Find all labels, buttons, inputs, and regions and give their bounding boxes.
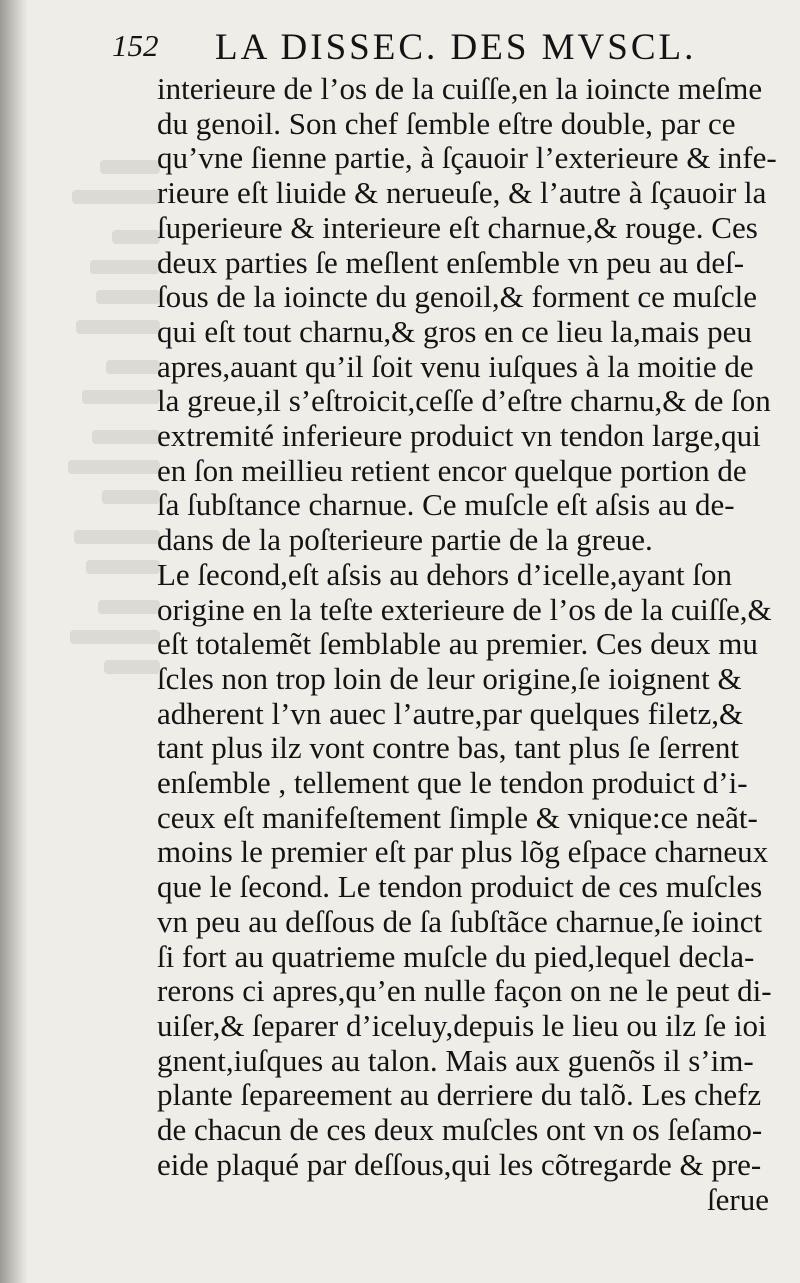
text-line: uiſer,& ſeparer d’iceluy,depuis le lieu ou ilz ſe ioi xyxy=(157,1007,767,1043)
text-line: dans de la poſterieure partie de la greue. xyxy=(157,522,653,558)
text-line: eſt totalemẽt ſemblable au premier. Ces deux mu xyxy=(157,626,758,662)
running-title: LA DISSEC. DES MVSCL. xyxy=(215,27,697,68)
text-line: qu’vne ſienne partie, à ſçauoir l’exterieure & infe- xyxy=(157,140,777,176)
text-line: ſi fort au quatrieme muſcle du pied,lequel decla- xyxy=(157,938,755,974)
text-line: rerons ci apres,qu’en nulle façon on ne le peut di- xyxy=(157,973,772,1009)
page-number: 152 xyxy=(112,28,159,63)
text-line: de chacun de ces deux muſcles ont vn os ſeſamo- xyxy=(157,1112,763,1148)
text-line: Le ſecond,eſt aſsis au dehors d’icelle,ayant ſon xyxy=(157,556,733,592)
text-line: ſcles non trop loin de leur origine,ſe ioignent & xyxy=(157,660,742,696)
body-text xyxy=(157,72,777,1217)
text-line: plante ſepareement au derriere du talõ. Les chefz xyxy=(157,1077,762,1113)
text-line: enſemble , tellement que le tendon produict d’i- xyxy=(157,765,748,801)
catchword: ſerue xyxy=(707,1181,769,1217)
text-line: qui eſt tout charnu,& gros en ce lieu la,mais peu xyxy=(157,313,752,349)
text-line: adherent l’vn auec l’autre,par quelques filetz,& xyxy=(157,695,744,731)
text-line: ſous de la ioincte du genoil,& forment ce muſcle xyxy=(157,279,758,315)
text-line: ſa ſubſtance charnue. Ce muſcle eſt aſsis au de- xyxy=(157,487,735,523)
text-line: eide plaqué par deſſous,qui les cõtregarde & pre- xyxy=(157,1146,762,1182)
text-line: gnent,iuſques au talon. Mais aux guenõs il s’im- xyxy=(157,1042,754,1078)
text-line: moins le premier eſt par plus lõg eſpace charneux xyxy=(157,834,769,870)
text-line: origine en la teſte exterieure de l’os de la cuiſſe,& xyxy=(157,591,772,627)
text-line: tant plus ilz vont contre bas, tant plus ſe ſerrent xyxy=(157,730,739,766)
text-line: la greue,il s’eſtroicit,ceſſe d’eſtre charnu,& de ſon xyxy=(157,383,771,419)
text-line: vn peu au deſſous de ſa ſubſtãce charnue,ſe ioinct xyxy=(157,903,763,939)
text-line: que le ſecond. Le tendon produict de ces muſcles xyxy=(157,869,763,905)
text-line: ſuperieure & interieure eſt charnue,& rouge. Ces xyxy=(157,209,758,245)
text-line: rieure eſt liuide & nerueuſe, & l’autre à ſçauoir la xyxy=(157,175,767,211)
text-line: en ſon meillieu retient encor quelque portion de xyxy=(157,452,747,488)
text-line: extremité inferieure produict vn tendon large,qui xyxy=(157,418,761,454)
text-line: interieure de l’os de la cuiſſe,en la ioincte meſme xyxy=(157,71,763,106)
text-line: ceux eſt manifeſtement ſimple & vnique:ce neãt- xyxy=(157,799,758,835)
show-through-margin-notes xyxy=(20,160,160,700)
text-line: apres,auant qu’il ſoit venu iuſques à la moitie de xyxy=(157,348,754,384)
text-line: du genoil. Son chef ſemble eſtre double, par ce xyxy=(157,105,736,141)
text-line: deux parties ſe meſlent enſemble vn peu au deſ- xyxy=(157,244,745,280)
